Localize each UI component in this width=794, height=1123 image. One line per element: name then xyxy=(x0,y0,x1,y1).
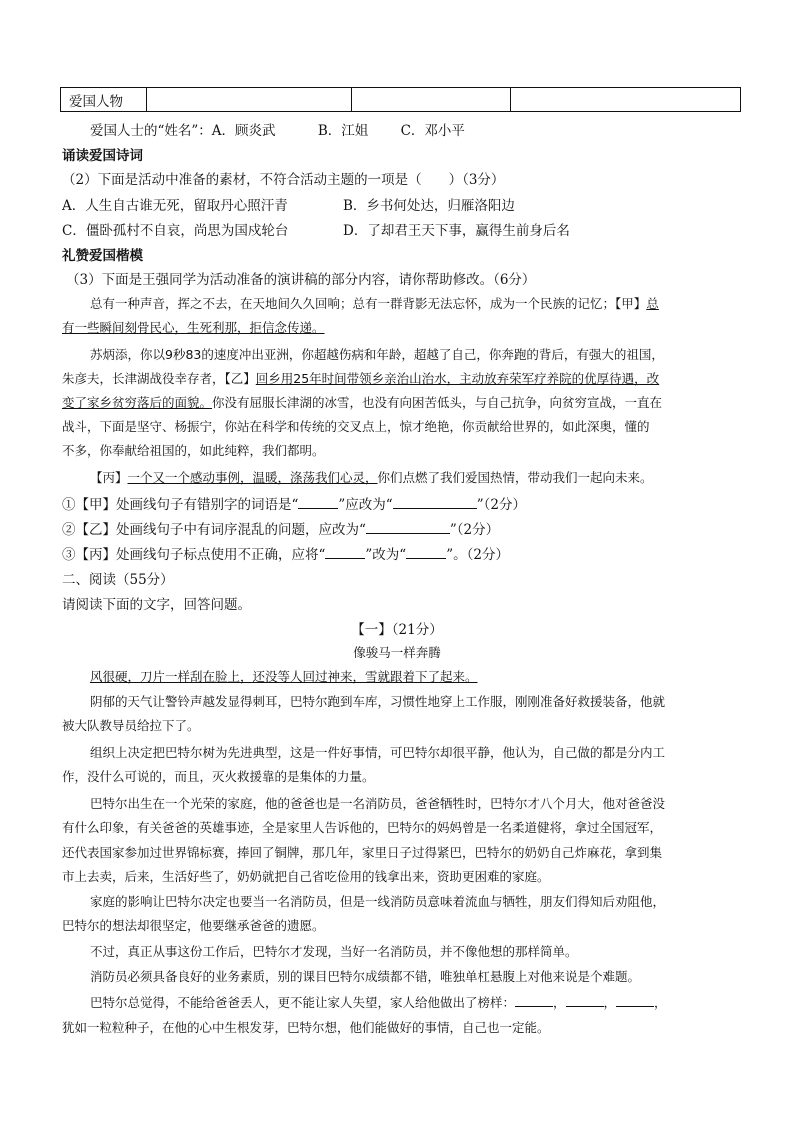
speech-para-2-line-3: 变了家乡贫穷落后的面貌。你没有屈服长津湖的冰雪，也没有向困苦低头，与自己抗争，向贫穷宣战，一直在 xyxy=(62,395,663,410)
article-para-3-line-1: 巴特尔出生在一个光荣的家庭，他的爸爸也是一名消防员，爸爸牺牲时，巴特尔才八个月大，他对爸爸没 xyxy=(90,796,666,811)
answer-blank[interactable] xyxy=(393,496,477,509)
answer-blank[interactable] xyxy=(366,521,450,534)
answer-blank[interactable] xyxy=(325,546,365,559)
article-para-2-line-1: 组织上决定把巴特尔树为先进典型，这是一件好事情，可巴特尔却很平静，他认为，自己做的都是分内工 xyxy=(90,745,666,760)
table-cell-3 xyxy=(511,88,741,112)
speech-para-2-line-2: 朱彦夫，长津湖战役幸存者，【乙】回乡用25年时间带领乡亲治山治水，主动放弃荣军疗养院的优厚待遇，改 xyxy=(62,371,660,386)
option-a: A．人生自古谁无死，留取丹心照汗青 xyxy=(62,198,288,214)
table-row xyxy=(61,88,741,112)
section-heading-models: 礼赞爱国楷模 xyxy=(62,248,143,264)
article-para-7-line-2: 犹如一粒粒种子，在他的心中生根发芽，巴特尔想，他们能做好的事情，自己也一定能。 xyxy=(62,1020,550,1035)
speech-para-2-line-4: 战斗，下面是坚守、杨振宁，你站在科学和传统的交叉点上，惊才绝艳，你贡献给世界的，如此深奥，懂的 xyxy=(62,419,650,434)
article-para-4-line-2: 巴特尔的想法却很坚定，他要继承爸爸的遗愿。 xyxy=(62,918,325,933)
reading-part-label: 【一】（21分） xyxy=(351,622,443,638)
sub-question-1: ①【甲】处画线句子有错别字的词语是“ ”应改为“ ”（2分） xyxy=(62,497,526,513)
answer-blank[interactable] xyxy=(616,994,654,1007)
article-para-1-line-1: 阴郁的天气让警铃声越发显得刺耳，巴特尔跑到车库，习惯性地穿上工作服，刚刚准备好救援装备，他就 xyxy=(90,694,666,709)
sub-question-3: ③【丙】处画线句子标点使用不正确，应将“ ”改为“ ”。（2分） xyxy=(62,547,509,563)
patriot-name-options: 爱国人士的“姓名”：A．顾炎武 B．江姐 C．邓小平 xyxy=(90,123,465,139)
table-cell-1 xyxy=(147,88,352,112)
table-cell-2 xyxy=(352,88,511,112)
article-para-3-line-2: 有什么印象，有关爸爸的英雄事迹，全是家里人告诉他的，巴特尔的妈妈曾是一名柔道健将，拿过全国冠军， xyxy=(62,820,663,835)
speech-para-1-line-1: 总有一种声音，挥之不去，在天地间久久回响；总有一群背影无法忘怀，成为一个民族的记忆；【甲】总 xyxy=(90,296,659,311)
reading-instruction: 请阅读下面的文字，回答问题。 xyxy=(62,597,251,613)
article-para-4-line-1: 家庭的影响让巴特尔决定也要当一名消防员，但是一线消防员意味着流血与牺牲，朋友们得知后劝阻他， xyxy=(90,894,666,909)
speech-para-2-line-5: 不多，你奉献给祖国的，如此纯粹，我们都明。 xyxy=(62,443,325,458)
article-para-1-line-2: 被大队教导员给拉下了。 xyxy=(62,718,200,733)
patriot-table xyxy=(60,87,741,112)
article-para-3-line-4: 市上去卖，后来，生活好些了，奶奶就把自己省吃俭用的钱拿出来，资助更困难的家庭。 xyxy=(62,869,550,884)
option-d: D．了却君王天下事，赢得生前身后名 xyxy=(343,223,570,239)
article-para-7-line-1: 巴特尔总觉得，不能给爸爸丢人，更不能让家人失望，家人给他做出了榜样： ， ， ， xyxy=(90,995,667,1010)
option-c: C．僵卧孤村不自哀，尚思为国戍轮台 xyxy=(62,223,289,239)
speech-para-2-line-1: 苏炳添，你以9秒83的速度冲出亚洲，你超越伤病和年龄，超越了自己，你奔跑的背后，有强大的祖国， xyxy=(90,347,664,362)
article-title: 像骏马一样奔腾 xyxy=(353,645,441,660)
table-row-label: 爱国人物 xyxy=(61,88,147,112)
article-para-3-line-3: 还代表国家参加过世界锦标赛，捧回了铜牌，那几年，家里日子过得紧巴，巴特尔的奶奶自己炸麻花，拿到集 xyxy=(62,845,663,860)
option-b: B．乡书何处达，归雁洛阳边 xyxy=(343,198,515,214)
answer-blank[interactable] xyxy=(298,496,338,509)
reading-heading: 二、阅读（55分） xyxy=(62,572,174,588)
speech-para-1-line-2: 有一些瞬间刻骨民心，生死利那，拒信念传递。 xyxy=(62,320,325,335)
answer-blank[interactable] xyxy=(406,546,446,559)
question-2: （2）下面是活动中准备的素材，不符合活动主题的一项是（ ）（3分） xyxy=(62,172,505,188)
answer-blank[interactable] xyxy=(515,994,553,1007)
article-para-5: 不过，真正从事这份工作后，巴特尔才发现，当好一名消防员，并不像他想的那样简单。 xyxy=(90,944,578,959)
section-heading-poems: 诵读爱国诗词 xyxy=(62,148,143,164)
article-lead: 风很硬，刀片一样刮在脸上，还没等人回过神来，雪就跟着下了起来。 xyxy=(90,669,478,684)
speech-para-3: 【丙】一个又一个感动事例，温暖，涤荡我们心灵，你们点燃了我们爱国热情，带动我们一起向未来。 xyxy=(90,470,653,485)
answer-blank[interactable] xyxy=(566,994,604,1007)
question-3: （3）下面是王强同学为活动准备的演讲稿的部分内容，请你帮助修改。（6分） xyxy=(66,272,536,288)
sub-question-2: ②【乙】处画线句子中有词序混乱的问题，应改为“ ”（2分） xyxy=(62,522,500,538)
article-para-2-line-2: 作，没什么可说的，而且，灭火救援靠的是集体的力量。 xyxy=(62,769,375,784)
article-para-6: 消防员必须具备良好的业务素质，别的课目巴特尔成绩都不错，唯独单杠悬腹上对他来说是个难题。 xyxy=(90,969,641,984)
